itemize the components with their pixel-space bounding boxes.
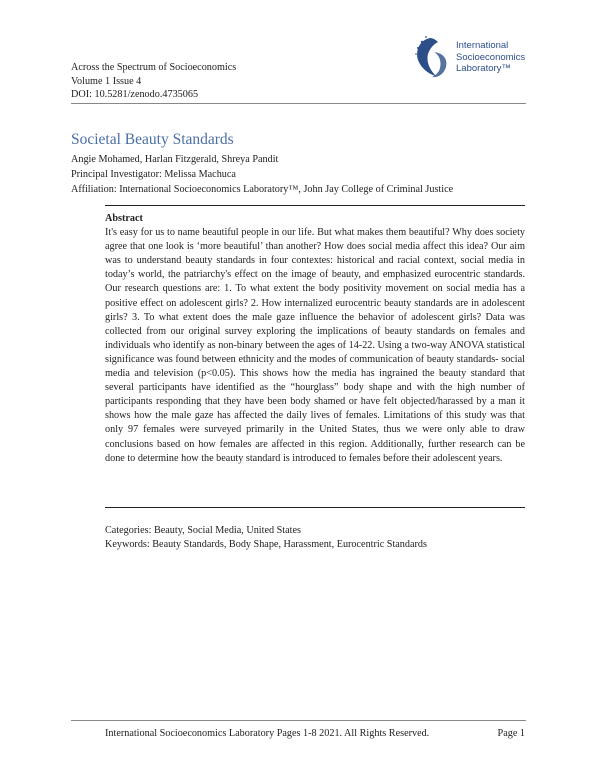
- categories-keywords: [105, 524, 427, 552]
- abstract-bottom-rule: [105, 507, 525, 508]
- paper-metadata: [71, 152, 453, 197]
- bird-logo-icon: [410, 34, 452, 84]
- principal-investigator: Principal Investigator: Melissa Machuca: [71, 169, 236, 180]
- keywords: Keywords: Beauty Standards, Body Shape, Harassment, Eurocentric Standards: [105, 539, 427, 550]
- logo-line-3: Laboratory™: [456, 63, 511, 74]
- header-rule: [71, 103, 526, 104]
- affiliation: Affiliation: International Socioeconomics Laboratory™, John Jay College of Criminal Justice: [71, 184, 454, 195]
- volume-issue: Volume 1 Issue 4: [71, 75, 142, 87]
- authors: Angie Mohamed, Harlan Fitzgerald, Shreya Pandit: [71, 154, 279, 165]
- lab-logo: [410, 30, 560, 90]
- journal-header: [71, 61, 236, 102]
- abstract-top-rule: [105, 205, 525, 206]
- paper-title: Societal Beauty Standards: [71, 131, 234, 148]
- journal-name: Across the Spectrum of Socioeconomics: [71, 62, 237, 73]
- logo-line-1: International: [456, 40, 509, 51]
- page-number: Page 1: [497, 728, 525, 739]
- footer-text: International Socioeconomics Laboratory Pages 1-8 2021. All Rights Reserved.: [105, 728, 430, 739]
- abstract-section: [105, 212, 525, 466]
- logo-line-2: Socioeconomics: [456, 51, 526, 63]
- doi: DOI: 10.5281/zenodo.4735065: [71, 89, 199, 100]
- footer-rule: [71, 720, 526, 721]
- page-footer: [105, 728, 525, 739]
- abstract-heading: Abstract: [105, 213, 143, 224]
- categories: Categories: Beauty, Social Media, United States: [105, 525, 301, 536]
- abstract-text: It's easy for us to name beautiful people in our life. But what makes them beautiful? Why does society agree that one look is ‘more beautiful’ than another? How does social media affect this idea? Our aim was to understand beauty standards in four contextes: historical and racial context, social media in today’s world, the patriarchy's effect on the image of beauty, and emphasized eurocentric standards. Our research questions are: 1. To what extent the body positivity movement on social media has a positive effect on adolescent girls? 2. How internalized eurocentric beauty standards are in adolescent girls? 3. To what extent does the male gaze influence the behavior of adolescent girls? Data was collected from our original survey exploring the implications of beauty standards on females and individuals who identify as non-binary between the ages of 14-22. Using a two-way ANOVA statistical significance was found between ethnicity and the modes of communication of beauty standards- social media and television (p<0.05). This shows how the media has ingrained the beauty standard that several participants have identified as the “hourglass” body shape and with the high number of participants responding that they have been body shamed or have felt objected/harassed by a man it shows how the male gaze has affected the daily lives of females. Limitations of this study was that only 97 females were surveyed primarily in the United States, thus we were only able to draw conclusions based on how females are affected in this region. Additionally, further research can be done to determine how the beauty standard is introduced to females before their adolescent years.: [105, 227, 525, 464]
